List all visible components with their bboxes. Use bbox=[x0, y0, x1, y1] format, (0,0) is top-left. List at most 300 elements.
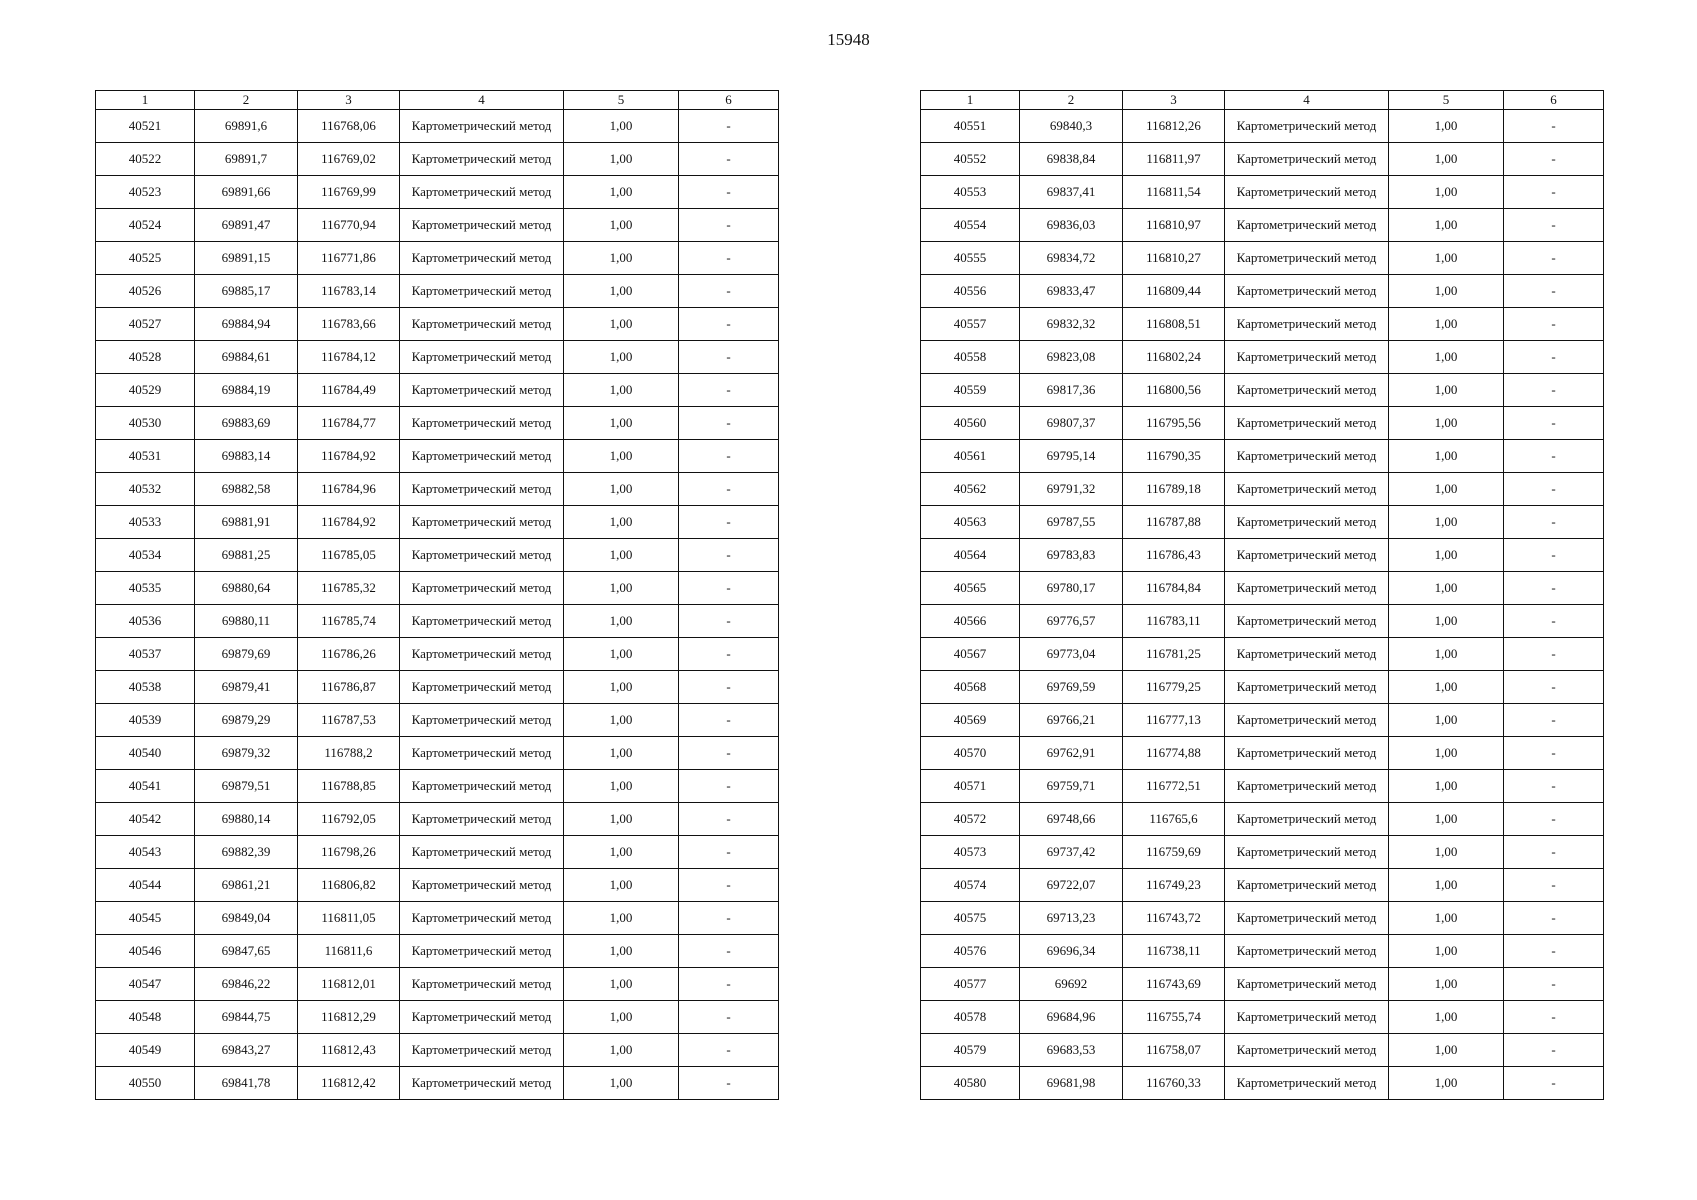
description-cell: - bbox=[679, 440, 779, 473]
y-coordinate-cell: 116781,25 bbox=[1123, 638, 1225, 671]
accuracy-cell: 1,00 bbox=[564, 110, 679, 143]
table-row bbox=[921, 968, 1604, 1001]
table-row bbox=[96, 671, 779, 704]
x-coordinate-cell: 69884,94 bbox=[195, 308, 298, 341]
point-number-cell: 40526 bbox=[96, 275, 195, 308]
y-coordinate-cell: 116800,56 bbox=[1123, 374, 1225, 407]
x-coordinate-cell: 69737,42 bbox=[1020, 836, 1123, 869]
y-coordinate-cell: 116787,53 bbox=[298, 704, 400, 737]
x-coordinate-cell: 69791,32 bbox=[1020, 473, 1123, 506]
description-cell: - bbox=[679, 506, 779, 539]
y-coordinate-cell: 116785,74 bbox=[298, 605, 400, 638]
accuracy-cell: 1,00 bbox=[1389, 308, 1504, 341]
accuracy-cell: 1,00 bbox=[1389, 407, 1504, 440]
x-coordinate-cell: 69722,07 bbox=[1020, 869, 1123, 902]
y-coordinate-cell: 116784,84 bbox=[1123, 572, 1225, 605]
accuracy-cell: 1,00 bbox=[564, 836, 679, 869]
point-number-cell: 40576 bbox=[921, 935, 1020, 968]
y-coordinate-cell: 116784,77 bbox=[298, 407, 400, 440]
table-row bbox=[96, 1034, 779, 1067]
point-number-cell: 40566 bbox=[921, 605, 1020, 638]
method-cell: Картометрический метод bbox=[1225, 341, 1389, 374]
description-cell: - bbox=[1504, 110, 1604, 143]
method-cell: Картометрический метод bbox=[1225, 374, 1389, 407]
description-cell: - bbox=[679, 407, 779, 440]
x-coordinate-cell: 69847,65 bbox=[195, 935, 298, 968]
description-cell: - bbox=[679, 638, 779, 671]
accuracy-cell: 1,00 bbox=[564, 473, 679, 506]
x-coordinate-cell: 69696,34 bbox=[1020, 935, 1123, 968]
description-cell: - bbox=[1504, 242, 1604, 275]
method-cell: Картометрический метод bbox=[400, 275, 564, 308]
method-cell: Картометрический метод bbox=[1225, 836, 1389, 869]
accuracy-cell: 1,00 bbox=[1389, 1034, 1504, 1067]
accuracy-cell: 1,00 bbox=[1389, 506, 1504, 539]
point-number-cell: 40545 bbox=[96, 902, 195, 935]
description-cell: - bbox=[679, 770, 779, 803]
point-number-cell: 40579 bbox=[921, 1034, 1020, 1067]
point-number-cell: 40532 bbox=[96, 473, 195, 506]
method-cell: Картометрический метод bbox=[400, 671, 564, 704]
x-coordinate-cell: 69879,32 bbox=[195, 737, 298, 770]
point-number-cell: 40528 bbox=[96, 341, 195, 374]
description-cell: - bbox=[679, 242, 779, 275]
x-coordinate-cell: 69891,47 bbox=[195, 209, 298, 242]
table-row bbox=[96, 407, 779, 440]
point-number-cell: 40557 bbox=[921, 308, 1020, 341]
accuracy-cell: 1,00 bbox=[1389, 572, 1504, 605]
y-coordinate-cell: 116808,51 bbox=[1123, 308, 1225, 341]
y-coordinate-cell: 116811,6 bbox=[298, 935, 400, 968]
y-coordinate-cell: 116789,18 bbox=[1123, 473, 1225, 506]
method-cell: Картометрический метод bbox=[1225, 704, 1389, 737]
accuracy-cell: 1,00 bbox=[564, 1001, 679, 1034]
description-cell: - bbox=[679, 1001, 779, 1034]
table-row bbox=[921, 737, 1604, 770]
y-coordinate-cell: 116770,94 bbox=[298, 209, 400, 242]
table-row bbox=[921, 770, 1604, 803]
table-row bbox=[96, 539, 779, 572]
point-number-cell: 40541 bbox=[96, 770, 195, 803]
y-coordinate-cell: 116769,02 bbox=[298, 143, 400, 176]
x-coordinate-cell: 69883,69 bbox=[195, 407, 298, 440]
y-coordinate-cell: 116809,44 bbox=[1123, 275, 1225, 308]
description-cell: - bbox=[1504, 836, 1604, 869]
description-cell: - bbox=[679, 704, 779, 737]
accuracy-cell: 1,00 bbox=[564, 407, 679, 440]
method-cell: Картометрический метод bbox=[1225, 869, 1389, 902]
method-cell: Картометрический метод bbox=[400, 869, 564, 902]
y-coordinate-cell: 116798,26 bbox=[298, 836, 400, 869]
description-cell: - bbox=[1504, 572, 1604, 605]
accuracy-cell: 1,00 bbox=[1389, 176, 1504, 209]
accuracy-cell: 1,00 bbox=[564, 638, 679, 671]
description-cell: - bbox=[1504, 407, 1604, 440]
description-cell: - bbox=[679, 671, 779, 704]
x-coordinate-cell: 69833,47 bbox=[1020, 275, 1123, 308]
method-cell: Картометрический метод bbox=[1225, 506, 1389, 539]
table-row bbox=[96, 341, 779, 374]
accuracy-cell: 1,00 bbox=[564, 308, 679, 341]
description-cell: - bbox=[679, 1034, 779, 1067]
description-cell: - bbox=[1504, 176, 1604, 209]
point-number-cell: 40524 bbox=[96, 209, 195, 242]
method-cell: Картометрический метод bbox=[400, 902, 564, 935]
y-coordinate-cell: 116788,2 bbox=[298, 737, 400, 770]
accuracy-cell: 1,00 bbox=[1389, 440, 1504, 473]
accuracy-cell: 1,00 bbox=[564, 506, 679, 539]
accuracy-cell: 1,00 bbox=[564, 143, 679, 176]
description-cell: - bbox=[1504, 341, 1604, 374]
description-cell: - bbox=[1504, 1067, 1604, 1100]
column-header: 6 bbox=[1504, 91, 1604, 110]
table-row bbox=[96, 275, 779, 308]
method-cell: Картометрический метод bbox=[400, 737, 564, 770]
accuracy-cell: 1,00 bbox=[564, 539, 679, 572]
accuracy-cell: 1,00 bbox=[564, 341, 679, 374]
table-row bbox=[921, 935, 1604, 968]
point-number-cell: 40580 bbox=[921, 1067, 1020, 1100]
table-body bbox=[921, 110, 1604, 1100]
y-coordinate-cell: 116758,07 bbox=[1123, 1034, 1225, 1067]
y-coordinate-cell: 116772,51 bbox=[1123, 770, 1225, 803]
accuracy-cell: 1,00 bbox=[564, 275, 679, 308]
x-coordinate-cell: 69837,41 bbox=[1020, 176, 1123, 209]
x-coordinate-cell: 69807,37 bbox=[1020, 407, 1123, 440]
method-cell: Картометрический метод bbox=[1225, 935, 1389, 968]
table-row bbox=[96, 605, 779, 638]
method-cell: Картометрический метод bbox=[1225, 605, 1389, 638]
table-row bbox=[921, 407, 1604, 440]
point-number-cell: 40572 bbox=[921, 803, 1020, 836]
x-coordinate-cell: 69713,23 bbox=[1020, 902, 1123, 935]
accuracy-cell: 1,00 bbox=[1389, 242, 1504, 275]
accuracy-cell: 1,00 bbox=[564, 176, 679, 209]
x-coordinate-cell: 69885,17 bbox=[195, 275, 298, 308]
x-coordinate-cell: 69881,91 bbox=[195, 506, 298, 539]
table-header bbox=[921, 91, 1604, 110]
column-header: 3 bbox=[1123, 91, 1225, 110]
x-coordinate-cell: 69684,96 bbox=[1020, 1001, 1123, 1034]
point-number-cell: 40573 bbox=[921, 836, 1020, 869]
description-cell: - bbox=[679, 869, 779, 902]
x-coordinate-cell: 69817,36 bbox=[1020, 374, 1123, 407]
point-number-cell: 40535 bbox=[96, 572, 195, 605]
y-coordinate-cell: 116786,87 bbox=[298, 671, 400, 704]
point-number-cell: 40574 bbox=[921, 869, 1020, 902]
y-coordinate-cell: 116812,43 bbox=[298, 1034, 400, 1067]
point-number-cell: 40568 bbox=[921, 671, 1020, 704]
x-coordinate-cell: 69762,91 bbox=[1020, 737, 1123, 770]
method-cell: Картометрический метод bbox=[1225, 770, 1389, 803]
table-body bbox=[96, 110, 779, 1100]
method-cell: Картометрический метод bbox=[400, 209, 564, 242]
x-coordinate-cell: 69891,15 bbox=[195, 242, 298, 275]
coordinates-table-right bbox=[920, 90, 1604, 1100]
description-cell: - bbox=[1504, 1001, 1604, 1034]
x-coordinate-cell: 69880,11 bbox=[195, 605, 298, 638]
y-coordinate-cell: 116784,96 bbox=[298, 473, 400, 506]
method-cell: Картометрический метод bbox=[400, 539, 564, 572]
method-cell: Картометрический метод bbox=[400, 605, 564, 638]
method-cell: Картометрический метод bbox=[1225, 242, 1389, 275]
header-row bbox=[96, 91, 779, 110]
y-coordinate-cell: 116784,92 bbox=[298, 506, 400, 539]
table-row bbox=[96, 935, 779, 968]
method-cell: Картометрический метод bbox=[1225, 407, 1389, 440]
column-header: 3 bbox=[298, 91, 400, 110]
table-row bbox=[96, 737, 779, 770]
point-number-cell: 40552 bbox=[921, 143, 1020, 176]
method-cell: Картометрический метод bbox=[1225, 440, 1389, 473]
accuracy-cell: 1,00 bbox=[564, 671, 679, 704]
accuracy-cell: 1,00 bbox=[564, 902, 679, 935]
column-header: 4 bbox=[400, 91, 564, 110]
description-cell: - bbox=[1504, 275, 1604, 308]
point-number-cell: 40569 bbox=[921, 704, 1020, 737]
description-cell: - bbox=[679, 1067, 779, 1100]
table-row bbox=[96, 968, 779, 1001]
table-row bbox=[96, 1001, 779, 1034]
description-cell: - bbox=[1504, 638, 1604, 671]
y-coordinate-cell: 116783,11 bbox=[1123, 605, 1225, 638]
method-cell: Картометрический метод bbox=[1225, 803, 1389, 836]
description-cell: - bbox=[1504, 473, 1604, 506]
x-coordinate-cell: 69884,19 bbox=[195, 374, 298, 407]
method-cell: Картометрический метод bbox=[1225, 1034, 1389, 1067]
description-cell: - bbox=[1504, 704, 1604, 737]
method-cell: Картометрический метод bbox=[1225, 110, 1389, 143]
y-coordinate-cell: 116786,43 bbox=[1123, 539, 1225, 572]
description-cell: - bbox=[1504, 539, 1604, 572]
y-coordinate-cell: 116792,05 bbox=[298, 803, 400, 836]
x-coordinate-cell: 69879,41 bbox=[195, 671, 298, 704]
table-row bbox=[96, 308, 779, 341]
x-coordinate-cell: 69834,72 bbox=[1020, 242, 1123, 275]
y-coordinate-cell: 116806,82 bbox=[298, 869, 400, 902]
description-cell: - bbox=[1504, 737, 1604, 770]
y-coordinate-cell: 116790,35 bbox=[1123, 440, 1225, 473]
description-cell: - bbox=[1504, 308, 1604, 341]
point-number-cell: 40533 bbox=[96, 506, 195, 539]
description-cell: - bbox=[679, 110, 779, 143]
accuracy-cell: 1,00 bbox=[564, 440, 679, 473]
x-coordinate-cell: 69891,66 bbox=[195, 176, 298, 209]
y-coordinate-cell: 116784,49 bbox=[298, 374, 400, 407]
table-row bbox=[921, 1001, 1604, 1034]
table-row bbox=[921, 869, 1604, 902]
description-cell: - bbox=[679, 935, 779, 968]
x-coordinate-cell: 69795,14 bbox=[1020, 440, 1123, 473]
point-number-cell: 40575 bbox=[921, 902, 1020, 935]
method-cell: Картометрический метод bbox=[1225, 638, 1389, 671]
description-cell: - bbox=[679, 902, 779, 935]
method-cell: Картометрический метод bbox=[400, 110, 564, 143]
point-number-cell: 40544 bbox=[96, 869, 195, 902]
y-coordinate-cell: 116784,12 bbox=[298, 341, 400, 374]
y-coordinate-cell: 116768,06 bbox=[298, 110, 400, 143]
method-cell: Картометрический метод bbox=[1225, 143, 1389, 176]
accuracy-cell: 1,00 bbox=[1389, 374, 1504, 407]
method-cell: Картометрический метод bbox=[1225, 275, 1389, 308]
method-cell: Картометрический метод bbox=[400, 176, 564, 209]
accuracy-cell: 1,00 bbox=[564, 869, 679, 902]
table-row bbox=[96, 770, 779, 803]
y-coordinate-cell: 116811,05 bbox=[298, 902, 400, 935]
y-coordinate-cell: 116759,69 bbox=[1123, 836, 1225, 869]
method-cell: Картометрический метод bbox=[400, 968, 564, 1001]
y-coordinate-cell: 116755,74 bbox=[1123, 1001, 1225, 1034]
table-row bbox=[96, 110, 779, 143]
method-cell: Картометрический метод bbox=[400, 836, 564, 869]
y-coordinate-cell: 116786,26 bbox=[298, 638, 400, 671]
table-row bbox=[921, 605, 1604, 638]
point-number-cell: 40551 bbox=[921, 110, 1020, 143]
point-number-cell: 40530 bbox=[96, 407, 195, 440]
x-coordinate-cell: 69882,58 bbox=[195, 473, 298, 506]
accuracy-cell: 1,00 bbox=[1389, 737, 1504, 770]
y-coordinate-cell: 116771,86 bbox=[298, 242, 400, 275]
accuracy-cell: 1,00 bbox=[1389, 209, 1504, 242]
accuracy-cell: 1,00 bbox=[564, 209, 679, 242]
table-row bbox=[921, 671, 1604, 704]
y-coordinate-cell: 116812,26 bbox=[1123, 110, 1225, 143]
point-number-cell: 40534 bbox=[96, 539, 195, 572]
method-cell: Картометрический метод bbox=[400, 1001, 564, 1034]
point-number-cell: 40578 bbox=[921, 1001, 1020, 1034]
point-number-cell: 40546 bbox=[96, 935, 195, 968]
y-coordinate-cell: 116812,42 bbox=[298, 1067, 400, 1100]
accuracy-cell: 1,00 bbox=[1389, 1067, 1504, 1100]
method-cell: Картометрический метод bbox=[400, 308, 564, 341]
description-cell: - bbox=[679, 275, 779, 308]
accuracy-cell: 1,00 bbox=[564, 572, 679, 605]
table-row bbox=[96, 506, 779, 539]
method-cell: Картометрический метод bbox=[400, 473, 564, 506]
table-row bbox=[921, 902, 1604, 935]
y-coordinate-cell: 116802,24 bbox=[1123, 341, 1225, 374]
column-header: 1 bbox=[96, 91, 195, 110]
method-cell: Картометрический метод bbox=[1225, 671, 1389, 704]
table-row bbox=[921, 308, 1604, 341]
accuracy-cell: 1,00 bbox=[1389, 869, 1504, 902]
point-number-cell: 40548 bbox=[96, 1001, 195, 1034]
table-row bbox=[96, 176, 779, 209]
table-row bbox=[96, 836, 779, 869]
table-row bbox=[96, 473, 779, 506]
description-cell: - bbox=[679, 341, 779, 374]
table-row bbox=[921, 803, 1604, 836]
point-number-cell: 40536 bbox=[96, 605, 195, 638]
description-cell: - bbox=[679, 176, 779, 209]
method-cell: Картометрический метод bbox=[400, 704, 564, 737]
description-cell: - bbox=[1504, 440, 1604, 473]
description-cell: - bbox=[679, 836, 779, 869]
y-coordinate-cell: 116783,66 bbox=[298, 308, 400, 341]
point-number-cell: 40555 bbox=[921, 242, 1020, 275]
accuracy-cell: 1,00 bbox=[1389, 704, 1504, 737]
page-number: 15948 bbox=[827, 30, 870, 49]
accuracy-cell: 1,00 bbox=[1389, 968, 1504, 1001]
x-coordinate-cell: 69766,21 bbox=[1020, 704, 1123, 737]
table-row bbox=[921, 440, 1604, 473]
method-cell: Картометрический метод bbox=[1225, 473, 1389, 506]
description-cell: - bbox=[679, 572, 779, 605]
y-coordinate-cell: 116811,54 bbox=[1123, 176, 1225, 209]
point-number-cell: 40539 bbox=[96, 704, 195, 737]
y-coordinate-cell: 116785,32 bbox=[298, 572, 400, 605]
x-coordinate-cell: 69879,29 bbox=[195, 704, 298, 737]
point-number-cell: 40562 bbox=[921, 473, 1020, 506]
header-row bbox=[921, 91, 1604, 110]
point-number-cell: 40531 bbox=[96, 440, 195, 473]
x-coordinate-cell: 69787,55 bbox=[1020, 506, 1123, 539]
x-coordinate-cell: 69773,04 bbox=[1020, 638, 1123, 671]
point-number-cell: 40525 bbox=[96, 242, 195, 275]
description-cell: - bbox=[679, 539, 779, 572]
description-cell: - bbox=[1504, 869, 1604, 902]
x-coordinate-cell: 69884,61 bbox=[195, 341, 298, 374]
point-number-cell: 40522 bbox=[96, 143, 195, 176]
table-row bbox=[96, 869, 779, 902]
table-row bbox=[96, 374, 779, 407]
table-row bbox=[96, 902, 779, 935]
point-number-cell: 40565 bbox=[921, 572, 1020, 605]
x-coordinate-cell: 69841,78 bbox=[195, 1067, 298, 1100]
method-cell: Картометрический метод bbox=[1225, 308, 1389, 341]
method-cell: Картометрический метод bbox=[1225, 968, 1389, 1001]
accuracy-cell: 1,00 bbox=[1389, 770, 1504, 803]
y-coordinate-cell: 116783,14 bbox=[298, 275, 400, 308]
table-row bbox=[921, 506, 1604, 539]
x-coordinate-cell: 69838,84 bbox=[1020, 143, 1123, 176]
table-row bbox=[96, 572, 779, 605]
description-cell: - bbox=[1504, 770, 1604, 803]
table-row bbox=[921, 110, 1604, 143]
point-number-cell: 40561 bbox=[921, 440, 1020, 473]
method-cell: Картометрический метод bbox=[400, 572, 564, 605]
point-number-cell: 40540 bbox=[96, 737, 195, 770]
accuracy-cell: 1,00 bbox=[1389, 473, 1504, 506]
table-row bbox=[921, 374, 1604, 407]
method-cell: Картометрический метод bbox=[400, 935, 564, 968]
table-row bbox=[921, 341, 1604, 374]
y-coordinate-cell: 116738,11 bbox=[1123, 935, 1225, 968]
method-cell: Картометрический метод bbox=[400, 407, 564, 440]
point-number-cell: 40542 bbox=[96, 803, 195, 836]
method-cell: Картометрический метод bbox=[1225, 1001, 1389, 1034]
x-coordinate-cell: 69832,32 bbox=[1020, 308, 1123, 341]
x-coordinate-cell: 69891,7 bbox=[195, 143, 298, 176]
description-cell: - bbox=[679, 308, 779, 341]
x-coordinate-cell: 69783,83 bbox=[1020, 539, 1123, 572]
table-row bbox=[921, 572, 1604, 605]
method-cell: Картометрический метод bbox=[400, 374, 564, 407]
accuracy-cell: 1,00 bbox=[1389, 902, 1504, 935]
x-coordinate-cell: 69846,22 bbox=[195, 968, 298, 1001]
table-row bbox=[96, 209, 779, 242]
point-number-cell: 40521 bbox=[96, 110, 195, 143]
x-coordinate-cell: 69840,3 bbox=[1020, 110, 1123, 143]
method-cell: Картометрический метод bbox=[1225, 539, 1389, 572]
table-row bbox=[921, 704, 1604, 737]
x-coordinate-cell: 69692 bbox=[1020, 968, 1123, 1001]
accuracy-cell: 1,00 bbox=[564, 770, 679, 803]
method-cell: Картометрический метод bbox=[400, 638, 564, 671]
point-number-cell: 40563 bbox=[921, 506, 1020, 539]
point-number-cell: 40567 bbox=[921, 638, 1020, 671]
description-cell: - bbox=[679, 143, 779, 176]
